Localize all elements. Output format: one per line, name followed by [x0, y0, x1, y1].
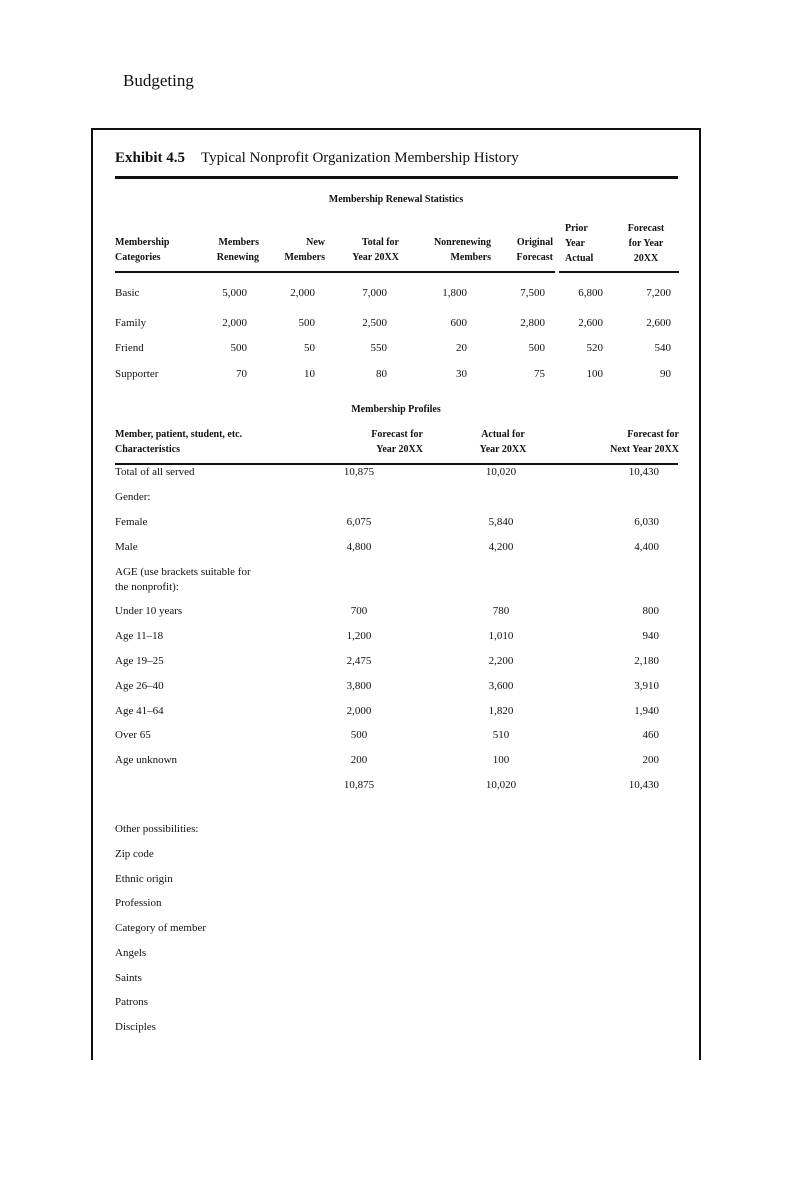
renewal-header-nonrenewing: Members	[450, 252, 491, 263]
profile-cell-forecast: 700	[350, 605, 368, 617]
profile-row-label: Gender:	[115, 491, 151, 503]
running-head: Budgeting	[123, 71, 194, 90]
profile-cell-forecast: 10,875	[343, 779, 375, 791]
profile-cell-forecast: 6,075	[346, 516, 372, 528]
renewal-header-rule-left	[115, 271, 555, 273]
profile-cell-actual: 780	[492, 605, 510, 617]
exhibit-number: Exhibit 4.5	[115, 150, 186, 166]
renewal-cell-nonrenewing: 1,800	[442, 287, 467, 299]
renewal-cell-forecast: 540	[654, 342, 671, 354]
renewal-cell-original: 500	[528, 342, 545, 354]
profile-cell-next: 2,180	[634, 655, 659, 667]
other-possibility-item: Category of member	[115, 922, 207, 935]
profile-row-label: Total of all served	[115, 466, 195, 478]
renewal-cell-nonrenewing: 600	[450, 317, 467, 329]
profile-row-label: AGE (use brackets suitable for	[115, 566, 251, 578]
profile-cell-next: 3,910	[634, 680, 659, 692]
other-possibility-item: Patrons	[115, 996, 148, 1009]
profile-row-label: Age 11–18	[115, 630, 164, 642]
profile-cell-forecast: 1,200	[346, 630, 372, 642]
renewal-header-new: New	[306, 237, 325, 248]
profile-cell-next: 940	[642, 630, 659, 642]
profile-cell-forecast: 3,800	[346, 680, 372, 692]
profiles-header-characteristic: Characteristics	[115, 444, 180, 455]
profile-cell-actual: 2,200	[488, 655, 514, 667]
renewal-row-label: Friend	[115, 342, 144, 354]
renewal-header-renewing: Renewing	[216, 252, 259, 263]
renewal-cell-total: 7,000	[362, 287, 387, 299]
other-possibility-item: Ethnic origin	[115, 872, 173, 885]
other-possibility-item: Profession	[115, 897, 162, 910]
renewal-header-category: Categories	[115, 252, 161, 263]
renewal-header-forecast: for Year	[628, 238, 664, 249]
renewal-row-label: Supporter	[115, 368, 159, 380]
profile-cell-forecast: 4,800	[346, 541, 372, 553]
profile-cell-forecast: 200	[350, 754, 368, 766]
exhibit-frame	[91, 128, 701, 1060]
title-rule	[115, 176, 678, 179]
renewal-cell-total: 550	[370, 342, 387, 354]
profiles-header-characteristic: Member, patient, student, etc.	[115, 429, 243, 440]
renewal-cell-original: 75	[534, 368, 545, 380]
profile-cell-next: 10,430	[628, 779, 659, 791]
profile-row-label: Over 65	[115, 729, 151, 741]
renewal-header-prior: Prior	[565, 223, 588, 234]
profile-cell-next: 10,430	[628, 466, 659, 478]
renewal-header-category: Membership	[115, 237, 170, 248]
renewal-cell-renewing: 5,000	[222, 287, 247, 299]
renewal-header-rule-right	[559, 271, 679, 273]
profiles-header-forecast: Year 20XX	[376, 444, 423, 455]
renewal-header-forecast: Forecast	[627, 223, 665, 234]
renewal-cell-total: 80	[376, 368, 387, 380]
profile-cell-next: 460	[642, 729, 659, 741]
renewal-header-forecast: 20XX	[633, 253, 659, 264]
profile-cell-forecast: 2,000	[346, 705, 372, 717]
other-possibility-item: Angels	[115, 946, 147, 959]
profile-cell-actual: 10,020	[485, 779, 517, 791]
renewal-cell-nonrenewing: 30	[456, 368, 467, 380]
profile-cell-actual: 1,010	[488, 630, 514, 642]
renewal-cell-original: 2,800	[520, 317, 545, 329]
profile-cell-actual: 5,840	[488, 516, 514, 528]
renewal-header-total: Total for	[361, 237, 399, 248]
profiles-header-actual: Year 20XX	[479, 444, 527, 455]
exhibit-title: Typical Nonprofit Organization Membership History	[201, 150, 519, 166]
renewal-section-title: Membership Renewal Statistics	[328, 194, 464, 205]
profile-cell-forecast: 10,875	[343, 466, 375, 478]
renewal-cell-new: 10	[304, 368, 315, 380]
renewal-header-total: Year 20XX	[352, 252, 399, 263]
renewal-cell-forecast: 2,600	[646, 317, 671, 329]
renewal-cell-nonrenewing: 20	[456, 342, 467, 354]
profiles-header-actual: Actual for	[481, 429, 525, 440]
profile-row-label: Age 41–64	[115, 705, 164, 717]
renewal-header-original: Forecast	[516, 252, 553, 263]
renewal-header-prior: Year	[565, 238, 585, 249]
renewal-cell-total: 2,500	[362, 317, 387, 329]
profile-cell-forecast: 500	[350, 729, 368, 741]
renewal-header-new: Members	[284, 252, 325, 263]
renewal-header-renewing: Members	[218, 237, 259, 248]
profile-cell-next: 4,400	[634, 541, 659, 553]
renewal-cell-renewing: 500	[230, 342, 247, 354]
profile-cell-actual: 100	[492, 754, 510, 766]
profiles-header-next: Next Year 20XX	[610, 444, 679, 455]
profile-row-label: Age 19–25	[115, 655, 164, 667]
renewal-cell-original: 7,500	[520, 287, 545, 299]
profiles-header-rule	[115, 463, 678, 465]
other-possibilities-heading: Other possibilities:	[115, 823, 199, 835]
profiles-section-title: Membership Profiles	[351, 404, 441, 415]
other-possibility-item: Disciples	[115, 1020, 156, 1033]
renewal-cell-new: 500	[298, 317, 315, 329]
profile-cell-next: 1,940	[634, 705, 659, 717]
profiles-header-next: Forecast for	[627, 429, 679, 440]
other-possibility-item: Saints	[115, 971, 142, 984]
renewal-cell-prior: 520	[586, 342, 603, 354]
profile-cell-forecast: 2,475	[346, 655, 372, 667]
renewal-cell-prior: 100	[586, 368, 603, 380]
profile-row-label: Age unknown	[115, 754, 178, 766]
other-possibility-item: Zip code	[115, 848, 154, 860]
renewal-cell-new: 2,000	[290, 287, 315, 299]
renewal-cell-renewing: 70	[236, 368, 247, 380]
renewal-row-label: Basic	[115, 287, 140, 299]
renewal-cell-prior: 6,800	[578, 287, 603, 299]
renewal-cell-renewing: 2,000	[222, 317, 247, 329]
profile-row-label: Male	[115, 541, 138, 553]
renewal-header-original: Original	[516, 237, 553, 248]
renewal-header-nonrenewing: Nonrenewing	[433, 237, 491, 248]
renewal-cell-prior: 2,600	[578, 317, 603, 329]
renewal-row-label: Family	[115, 317, 147, 329]
renewal-cell-forecast: 90	[660, 368, 671, 380]
profile-cell-actual: 10,020	[485, 466, 517, 478]
profile-cell-actual: 1,820	[488, 705, 514, 717]
renewal-header-prior: Actual	[565, 253, 594, 264]
profile-cell-next: 6,030	[634, 516, 659, 528]
profile-row-label-continued: the nonprofit):	[115, 581, 179, 593]
profile-row-label: Under 10 years	[115, 605, 183, 617]
profiles-header-forecast: Forecast for	[371, 429, 423, 440]
profile-cell-actual: 510	[492, 729, 510, 741]
exhibit-caption	[115, 150, 519, 167]
profile-row-label: Age 26–40	[115, 680, 164, 692]
profile-cell-actual: 4,200	[488, 541, 514, 553]
profile-cell-actual: 3,600	[488, 680, 514, 692]
profile-cell-next: 800	[642, 605, 659, 617]
profile-row-label: Female	[115, 516, 148, 528]
renewal-cell-new: 50	[304, 342, 315, 354]
renewal-cell-forecast: 7,200	[646, 287, 671, 299]
profile-cell-next: 200	[642, 754, 659, 766]
